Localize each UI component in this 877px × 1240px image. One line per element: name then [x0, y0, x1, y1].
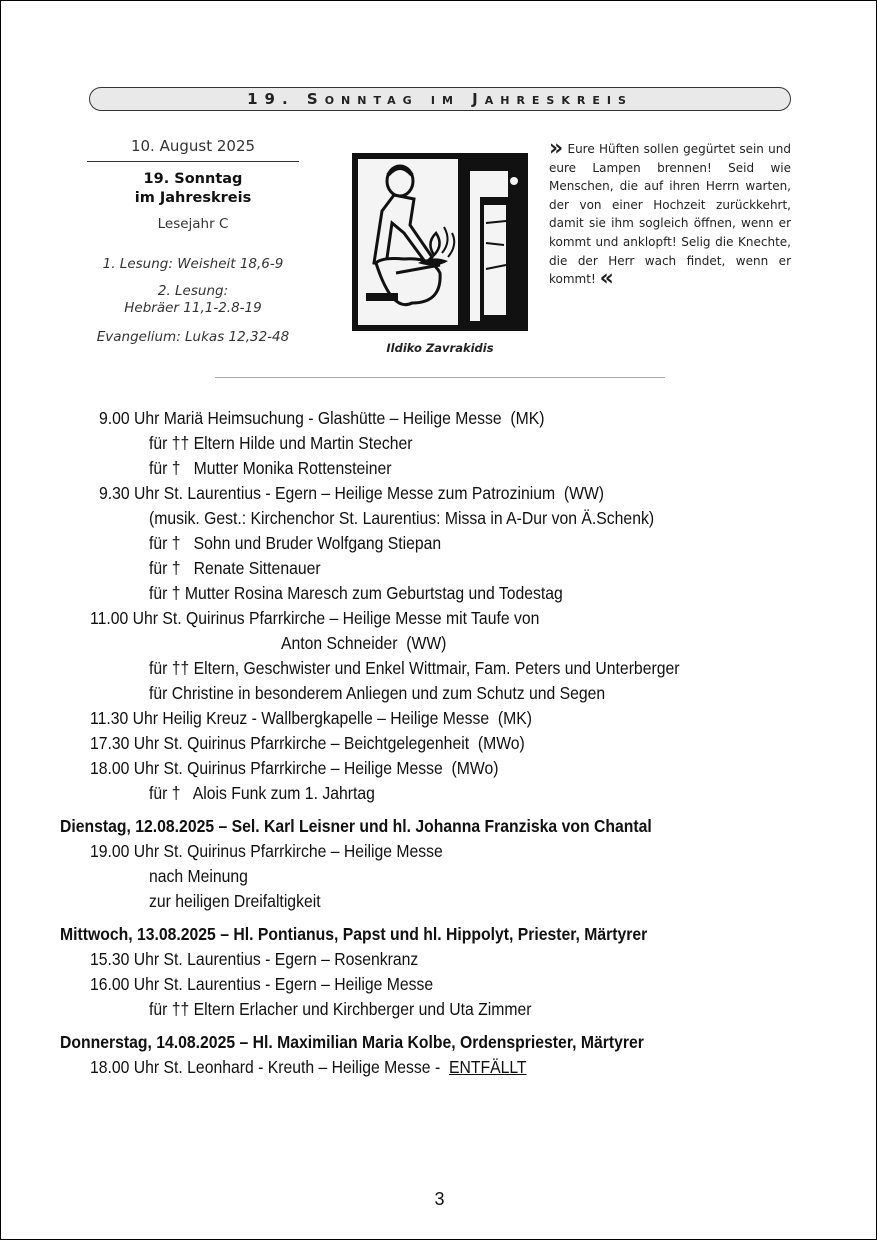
schedule-entry: 15.30 Uhr St. Laurentius - Egern – Rosenkranz	[90, 949, 419, 969]
schedule-detail: zur heiligen Dreifaltigkeit	[149, 891, 321, 911]
schedule-entry: 18.00 Uhr St. Quirinus Pfarrkirche – Heilige Messe (MWo)	[90, 758, 499, 778]
artist-credit: Ildiko Zavrakidis	[386, 341, 494, 355]
scripture-quote	[549, 136, 791, 292]
banner-title: 19. Sonntag im Jahreskreis	[247, 90, 633, 108]
schedule-detail: nach Meinung	[149, 866, 248, 886]
schedule-entry-text: 18.00 Uhr St. Leonhard - Kreuth – Heilige Messe -	[90, 1057, 449, 1077]
gospel-reading: Evangelium: Lukas 12,32-48	[96, 329, 290, 345]
schedule-entry: 17.30 Uhr St. Quirinus Pfarrkirche – Beichtgelegenheit (MWo)	[90, 733, 525, 753]
second-reading	[87, 283, 299, 317]
cancelled-note: ENTFÄLLT	[448, 1057, 527, 1077]
schedule-entry: 16.00 Uhr St. Laurentius - Egern – Heilige Messe	[90, 974, 434, 994]
first-reading: 1. Lesung: Weisheit 18,6-9	[102, 256, 284, 272]
schedule-entry: 9.00 Uhr Mariä Heimsuchung - Glashütte – Heilige Messe (MK)	[99, 408, 545, 428]
schedule-detail: für † Sohn und Bruder Wolfgang Stiepan	[149, 533, 442, 553]
sunday-name-line2: im Jahreskreis	[134, 190, 252, 206]
schedule-detail: für † Renate Sittenauer	[149, 558, 321, 578]
schedule-entry: 9.30 Uhr St. Laurentius - Egern – Heilige Messe zum Patrozinium (WW)	[99, 483, 605, 503]
liturgy-info	[87, 137, 299, 346]
schedule-entry: 11.00 Uhr St. Quirinus Pfarrkirche – Heilige Messe mit Taufe von	[90, 608, 540, 628]
schedule-entry: 11.30 Uhr Heilig Kreuz - Wallbergkapelle – Heilige Messe (MK)	[90, 708, 533, 728]
quote-open-mark: »	[549, 136, 564, 161]
page-number: 3	[434, 1189, 445, 1209]
second-reading-ref: Hebräer 11,1-2.8-19	[124, 300, 262, 316]
schedule-detail: für †† Eltern Erlacher und Kirchberger und Uta Zimmer	[149, 999, 532, 1019]
second-reading-label: 2. Lesung:	[157, 283, 229, 299]
date: 10. August 2025	[87, 137, 299, 162]
sunday-name-line1: 19. Sonntag	[143, 171, 243, 187]
schedule-detail: für † Mutter Monika Rottensteiner	[149, 458, 392, 478]
sunday-name	[87, 170, 299, 208]
schedule-detail: für † Mutter Rosina Maresch zum Geburtstag und Todestag	[149, 583, 563, 603]
day-heading: Donnerstag, 14.08.2025 – Hl. Maximilian Maria Kolbe, Ordenspriester, Märtyrer	[60, 1032, 644, 1052]
separator-line	[215, 377, 665, 378]
day-heading: Mittwoch, 13.08.2025 – Hl. Pontianus, Papst und hl. Hippolyt, Priester, Märtyrer	[60, 924, 648, 944]
section-banner	[89, 87, 791, 111]
quote-close-mark: «	[599, 266, 614, 292]
lesejahr: Lesejahr C	[157, 216, 229, 232]
schedule-detail: für Christine in besonderem Anliegen und zum Schutz und Segen	[149, 683, 606, 703]
quote-text: Eure Hüften sollen gegürtet sein und eure Lampen brennen! Seid wie Menschen, die auf ihren Herrn warten, der von einer Hochzeit zurückkehrt, damit sie ihm sogleich öffnen, wenn er kommt und anklopft! Selig die Knechte, die der Herr wach findet, wenn er kommt!	[549, 142, 791, 287]
schedule-detail: für † Alois Funk zum 1. Jahrtag	[149, 783, 375, 803]
schedule-entry: 19.00 Uhr St. Quirinus Pfarrkirche – Heilige Messe	[90, 841, 443, 861]
woodcut-illustration	[352, 153, 528, 331]
day-heading: Dienstag, 12.08.2025 – Sel. Karl Leisner und hl. Johanna Franziska von Chantal	[60, 816, 652, 836]
schedule-detail: (musik. Gest.: Kirchenchor St. Laurentius: Missa in A-Dur von Ä.Schenk)	[149, 508, 655, 528]
schedule-detail: für †† Eltern Hilde und Martin Stecher	[149, 433, 413, 453]
schedule-detail: für †† Eltern, Geschwister und Enkel Wittmair, Fam. Peters und Unterberger	[149, 658, 680, 678]
schedule-indent: Anton Schneider (WW)	[281, 633, 447, 653]
schedule-entry	[90, 1057, 527, 1078]
